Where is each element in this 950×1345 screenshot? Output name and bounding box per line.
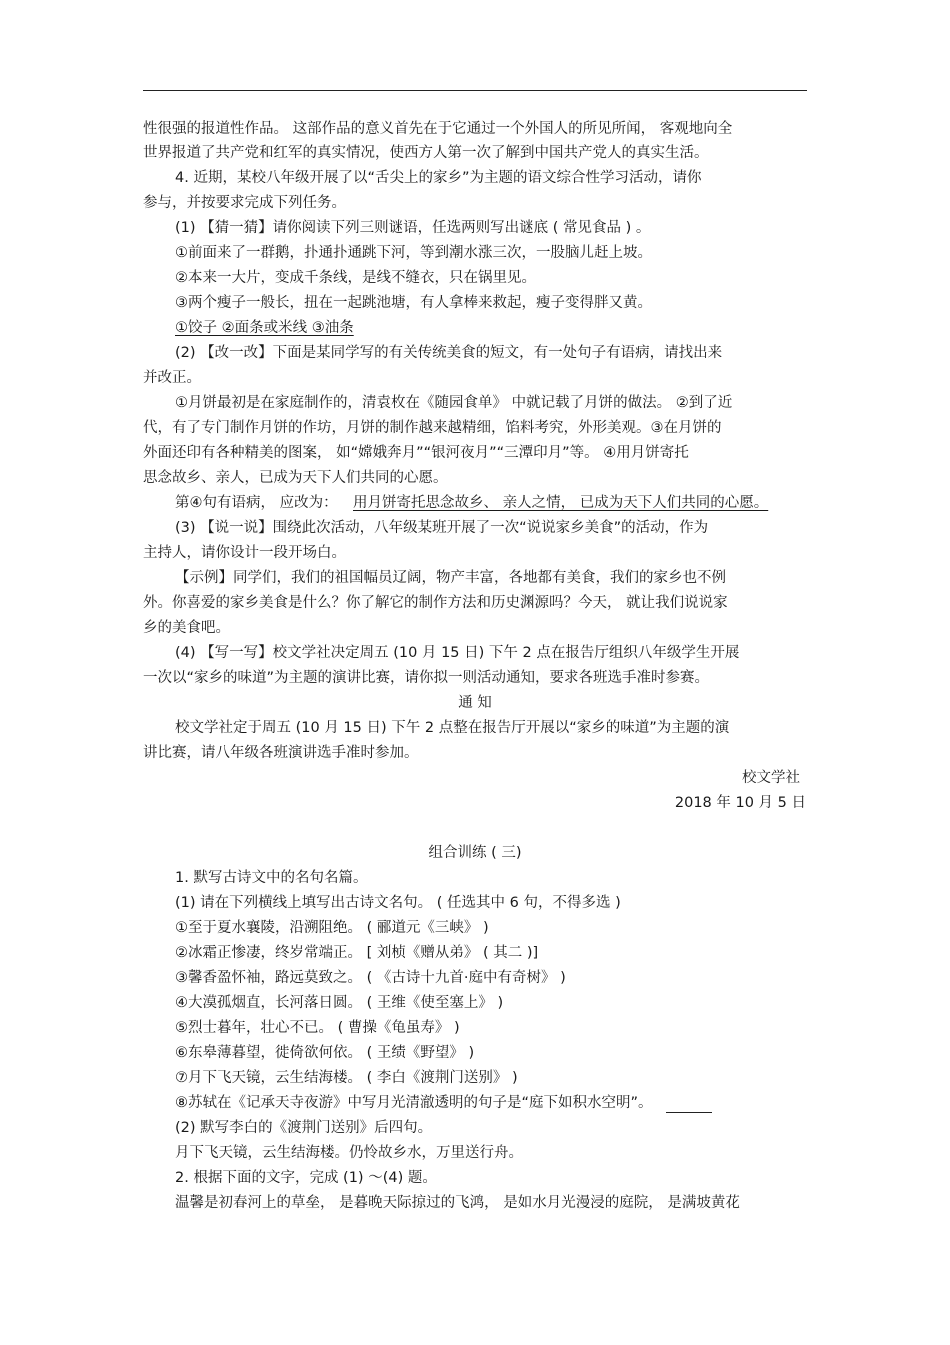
question-1-2: (2) 默写李白的《渡荆门送别》后四句。 xyxy=(175,1120,433,1136)
text-line: 并改正。 xyxy=(143,370,201,386)
poem-answer: 月下飞天镜，云生结海楼。仍怜故乡水，万里送行舟。 xyxy=(175,1145,523,1161)
poem-line-3: ③馨香盈怀袖，路远莫致之。 ( 《古诗十九首·庭中有奇树》 ) xyxy=(175,970,566,986)
section-title: 组合训练 ( 三) xyxy=(428,845,522,861)
question-4-intro: 4. 近期，某校八年级开展了以“舌尖上的家乡”为主题的语文综合性学习活动，请你 xyxy=(175,170,702,186)
poem-line-8: ⑧苏轼在《记承天寺夜游》中写月光清澈透明的句子是“庭下如积水空明”。 xyxy=(175,1095,653,1111)
passage-line: 代，有了专门制作月饼的作坊，月饼的制作越来越精细，馅料考究，外形美观。③在月饼的 xyxy=(143,420,722,436)
question-4-1: (1) 【猜一猜】请你阅读下列三则谜语，任选两则写出谜底 ( 常见食品 ) 。 xyxy=(175,220,651,236)
notice-body: 讲比赛，请八年级各班演讲选手准时参加。 xyxy=(143,745,419,761)
example-line: 外。你喜爱的家乡美食是什么？你了解它的制作方法和历史渊源吗？今天， 就让我们说说家 xyxy=(143,595,728,611)
text-line: 一次以“家乡的味道”为主题的演讲比赛，请你拟一则活动通知，要求各班选手准时参赛。 xyxy=(143,670,710,686)
question-2: 2. 根据下面的文字，完成 (1) ～(4) 题。 xyxy=(175,1170,437,1186)
text-line: 参与，并按要求完成下列任务。 xyxy=(143,195,346,211)
notice-signature: 校文学社 xyxy=(742,770,800,786)
riddle-1: ①前面来了一群鹅，扑通扑通跳下河，等到潮水涨三次，一股脑儿赶上坡。 xyxy=(175,245,652,261)
passage-line: 外面还印有各种精美的图案， 如“嫦娥奔月”“银河夜月”“三潭印月”等。 ④用月饼寄托 xyxy=(143,445,689,461)
poem-line-5: ⑤烈士暮年，壮心不已。 ( 曹操《龟虽寿》 ) xyxy=(175,1020,460,1036)
poem-line-6: ⑥东皋薄暮望，徙倚欲何依。 ( 王绩《野望》 ) xyxy=(175,1045,475,1061)
question-1-1: (1) 请在下列横线上填写出古诗文名句。 ( 任选其中 6 句，不得多选 ) xyxy=(175,895,621,911)
text-line: 主持人，请你设计一段开场白。 xyxy=(143,545,346,561)
question-4-2: (2) 【改一改】下面是某同学写的有关传统美食的短文，有一处句子有语病，请找出来 xyxy=(175,345,723,361)
passage-line: ①月饼最初是在家庭制作的，清袁枚在《随园食单》 中就记载了月饼的做法。 ②到了近 xyxy=(175,395,733,411)
text-line: 世界报道了共产党和红军的真实情况，使西方人第一次了解到中国共产党人的真实生活。 xyxy=(143,145,709,161)
poem-line-2: ②冰霜正惨凄，终岁常端正。 [ 刘桢《赠从弟》 ( 其二 )] xyxy=(175,945,539,961)
correction-answer: 用月饼寄托思念故乡、 亲人之情， 已成为天下人们共同的心愿。 xyxy=(353,495,769,511)
answer-blank xyxy=(666,1098,712,1113)
example-line: 【示例】同学们，我们的祖国幅员辽阔，物产丰富，各地都有美食，我们的家乡也不例 xyxy=(175,570,726,586)
header-rule xyxy=(143,90,807,91)
riddle-3: ③两个瘦子一般长，扭在一起跳池塘，有人拿棒来救起，瘦子变得胖又黄。 xyxy=(175,295,652,311)
poem-line-7: ⑦月下飞天镜，云生结海楼。 ( 李白《渡荆门送别》 ) xyxy=(175,1070,518,1086)
text-line: 性很强的报道性作品。 这部作品的意义首先在于它通过一个外国人的所见所闻， 客观地向全 xyxy=(143,121,733,137)
riddle-2: ②本来一大片，变成千条线，是线不缝衣，只在锅里见。 xyxy=(175,270,536,286)
example-line: 乡的美食吧。 xyxy=(143,620,230,636)
question-4-4: (4) 【写一写】校文学社决定周五 (10 月 15 日) 下午 2 点在报告厅组织八年级学生开展 xyxy=(175,645,740,661)
question-1: 1. 默写古诗文中的名句名篇。 xyxy=(175,870,368,886)
correction-label: 第④句有语病， 应改为： xyxy=(175,495,338,511)
question-4-3: (3) 【说一说】围绕此次活动，八年级某班开展了一次“说说家乡美食”的活动，作为 xyxy=(175,520,709,536)
notice-title: 通 知 xyxy=(458,695,492,711)
poem-line-1: ①至于夏水襄陵，沿溯阻绝。 ( 郦道元《三峡》 ) xyxy=(175,920,489,936)
notice-date: 2018 年 10 月 5 日 xyxy=(674,795,806,811)
riddle-answers: ①饺子 ②面条或米线 ③油条 xyxy=(175,320,354,336)
poem-line-4: ④大漠孤烟直，长河落日圆。 ( 王维《使至塞上》 ) xyxy=(175,995,504,1011)
notice-body: 校文学社定于周五 (10 月 15 日) 下午 2 点整在报告厅开展以“家乡的味道”为主题的演 xyxy=(175,720,730,736)
passage-line: 思念故乡、亲人，已成为天下人们共同的心愿。 xyxy=(143,470,448,486)
passage-line: 温馨是初春河上的草垒， 是暮晚天际掠过的飞鸿， 是如水月光漫浸的庭院， 是满坡黄花 xyxy=(175,1195,740,1211)
